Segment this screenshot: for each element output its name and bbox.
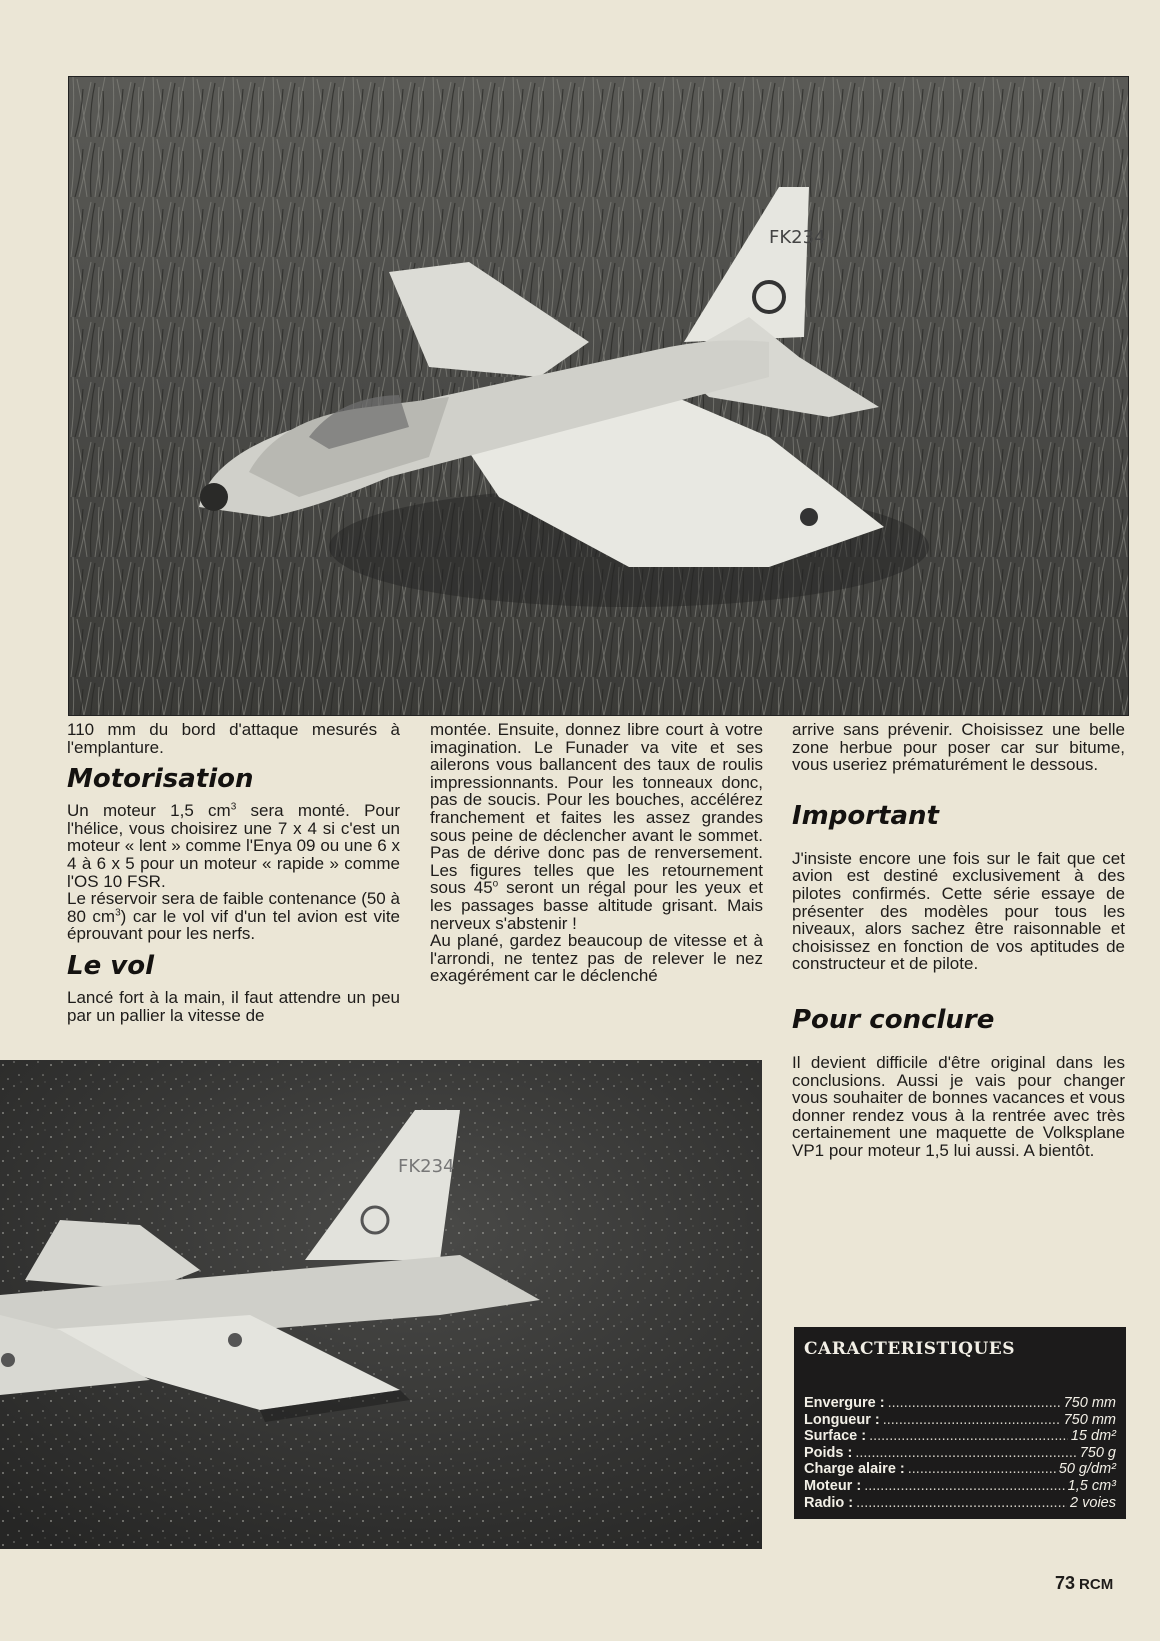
spec-row: [804, 1461, 1116, 1478]
text-column-2: [430, 721, 763, 985]
paragraph-vol: Lancé fort à la main, il faut attendre un peu par un pallier la vitesse de: [67, 987, 400, 1025]
spec-value: 750 g: [1079, 1444, 1116, 1461]
spec-row: [804, 1445, 1116, 1462]
spec-label: Charge alaire :: [804, 1461, 905, 1478]
paragraph-conclure: Il devient difficile d'être original dans les conclusions. Aussi je vais pour changer vous souhaiter de bonnes vacances et vous donner rendez vous à la rentrée avec très certainement une maquette de Volksplane VP1 pour moteur 1,5 lui aussi. A bientôt.: [792, 1052, 1125, 1160]
bottom-tail-code: FK234: [398, 1156, 455, 1177]
paragraph-montee: [430, 721, 763, 932]
spec-label: Surface :: [804, 1428, 867, 1445]
spec-value: 750 mm: [1063, 1411, 1116, 1428]
reservoir-text-a: Le réservoir sera de faible contenance (50 à 80 cm: [67, 889, 400, 926]
moteur-text-b: sera monté. Pour l'hélice, vous choisirez une 7 x 4 si c'est un moteur « lent » comme l'Enya 09 ou une 6 x 4 à 6 x 5 pour un moteur « rapide » comme l'OS 10 FSR.: [67, 801, 401, 891]
spec-value: 750 mm: [1063, 1395, 1116, 1411]
reservoir-text-b: ) car le vol vif d'un tel avion est vite éprouvant pour les nerfs.: [67, 906, 400, 944]
montee-text-b: seront un régal pour les yeux et les passages basse altitude grisant. Mais nerveux s'abstenir !: [430, 878, 763, 933]
specs-list: [804, 1395, 1116, 1511]
heading-pour-conclure: Pour conclure: [792, 1004, 995, 1035]
spec-label: Longueur :: [804, 1411, 880, 1428]
spec-row: [804, 1395, 1116, 1412]
spec-label: Envergure :: [804, 1395, 885, 1411]
spec-value: 1,5 cm³: [1067, 1477, 1116, 1494]
text-column-1: [67, 721, 400, 1024]
montee-superscript: o: [492, 878, 499, 890]
text-column-3: [792, 721, 1125, 1160]
paragraph-arrive: arrive sans prévenir. Choisissez une belle zone herbue pour poser car sur bitume, vous useriez prématurément le dessous.: [792, 720, 1125, 775]
spec-value: 2 voies: [1070, 1494, 1116, 1511]
spec-value: 50 g/dm²: [1058, 1461, 1116, 1478]
plane-on-tarmac-illustration: [0, 1060, 762, 1549]
paragraph-intro: 110 mm du bord d'attaque mesurés à l'emplanture.: [67, 720, 400, 757]
spec-leader-dots: [856, 1495, 1067, 1512]
montee-text-a: montée. Ensuite, donnez libre court à votre imagination. Le Funader va vite et ses ailerons vous ballancent des taux de roulis impressionnants. Pour les tonneaux donc, pas de soucis. Pour les bouches, accélérez franchement et faites les assez grandes sous peine de déclencher avant le sommet. Pas de dérive donc pas de renversement. Les figures telles que les retournement sous 45: [430, 720, 763, 898]
spec-value: 15 dm²: [1070, 1428, 1116, 1445]
page-footer: [1055, 1573, 1113, 1594]
spec-row: [804, 1495, 1116, 1512]
specs-title: CARACTERISTIQUES: [804, 1339, 1016, 1359]
magazine-name: RCM: [1079, 1576, 1114, 1593]
heading-le-vol: Le vol: [67, 950, 154, 981]
heading-motorisation: Motorisation: [67, 764, 254, 795]
spec-leader-dots: [869, 1428, 1068, 1445]
paragraph-plane: Au plané, gardez beaucoup de vitesse et à l'arrondi, ne tentez pas de relever le nez exagérément car le déclenché: [430, 931, 763, 986]
moteur-text-a: Un moteur 1,5 cm: [67, 801, 231, 821]
spec-label: Radio :: [804, 1494, 854, 1511]
spec-leader-dots: [855, 1445, 1076, 1462]
specs-box: [794, 1327, 1126, 1519]
spec-row: [804, 1428, 1116, 1445]
page-number: 73: [1055, 1573, 1076, 1593]
plane-in-grass-illustration: [69, 77, 1128, 715]
heading-important: Important: [792, 800, 939, 831]
reservoir-superscript: 3: [115, 907, 121, 919]
top-tail-code: FK234: [769, 227, 826, 248]
spec-label: Moteur :: [804, 1477, 862, 1494]
photo-plane-on-tarmac: [0, 1060, 762, 1549]
spec-label: Poids :: [804, 1444, 853, 1461]
paragraph-reservoir: [67, 890, 400, 943]
spec-row: [804, 1478, 1116, 1495]
spec-leader-dots: [908, 1461, 1056, 1478]
spec-leader-dots: [864, 1478, 1064, 1495]
spec-leader-dots: [888, 1395, 1061, 1412]
spec-leader-dots: [883, 1412, 1061, 1429]
paragraph-moteur: [67, 802, 400, 890]
photo-plane-in-grass: [68, 76, 1129, 716]
moteur-superscript: 3: [230, 801, 237, 813]
spec-row: [804, 1412, 1116, 1429]
paragraph-important: J'insiste encore une fois sur le fait que cet avion est destiné exclusivement à des pilotes confirmés. Cette série essaye de présenter des modèles pour tous les niveaux, alors sachez être raisonnable et choisissez en fonction de vos aptitudes de constructeur et de pilote.: [792, 848, 1125, 974]
